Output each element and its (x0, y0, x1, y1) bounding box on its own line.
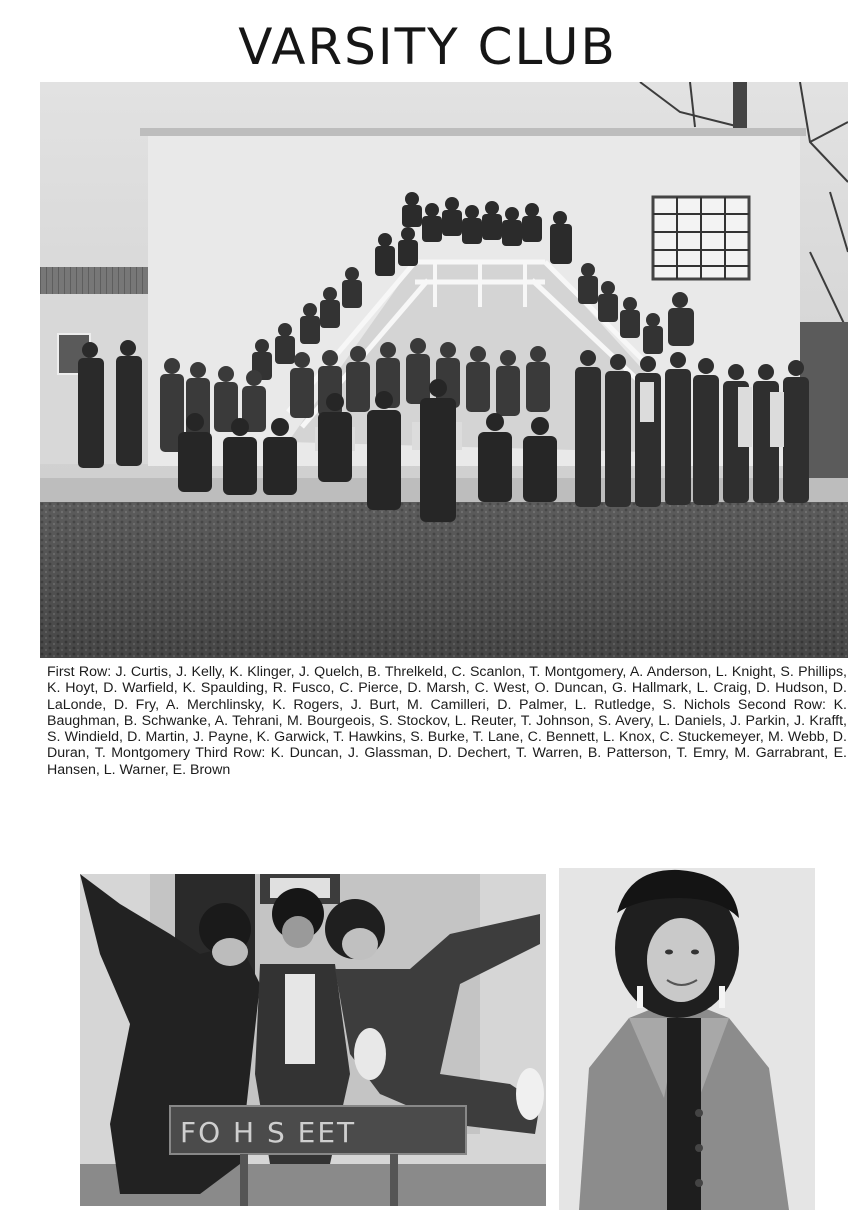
group-photo-caption: First Row: J. Curtis, J. Kelly, K. Klinger, J. Quelch, B. Threlkeld, C. Scanlon, T. Montgomery, A. Anderson, L. Knight, S. Phillips, K. Hoyt, D. Warfield, K. Spaulding, R. Fusco, C. Pierce, D. Marsh, C. West, O. Duncan, G. Hallmark, L. Craig, D. Hudson, D. LaLonde, D. Fry, A. Merchlinsky, K. Rogers, J. Burt, M. Camilleri, D. Palmer, L. Rutledge, S. Nichols Second Row: K. Baughman, B. Schwanke, A. Tehrani, M. Bourgeois, S. Stockov, L. Reuter, T. Johnson, S. Avery, L. Daniels, J. Parkin, J. Krafft, S. Windield, D. Martin, J. Payne, K. Garwick, T. Hawkins, S. Burke, T. Lane, C. Bennett, L. Knox, C. Stuckemeyer, M. Webb, D. Duran, T. Montgomery Third Row: K. Duncan, J. Glassman, D. Dechert, T. Warren, B. Patterson, T. Emry, M. Garrabrant, E. Hansen, L. Warner, E. Brown (47, 664, 847, 778)
roof (40, 267, 150, 295)
portrait-photo (559, 868, 815, 1210)
group-photo-illustration (40, 82, 848, 658)
group-photo (40, 82, 848, 658)
window (653, 197, 749, 279)
street-sign-text: FO H S EET (180, 1116, 357, 1149)
portrait-illustration (559, 868, 815, 1210)
street-sign-illustration (80, 874, 546, 1206)
face (647, 918, 715, 1002)
page-title: VARSITY CLUB (238, 18, 617, 76)
street-sign-photo (80, 874, 546, 1206)
